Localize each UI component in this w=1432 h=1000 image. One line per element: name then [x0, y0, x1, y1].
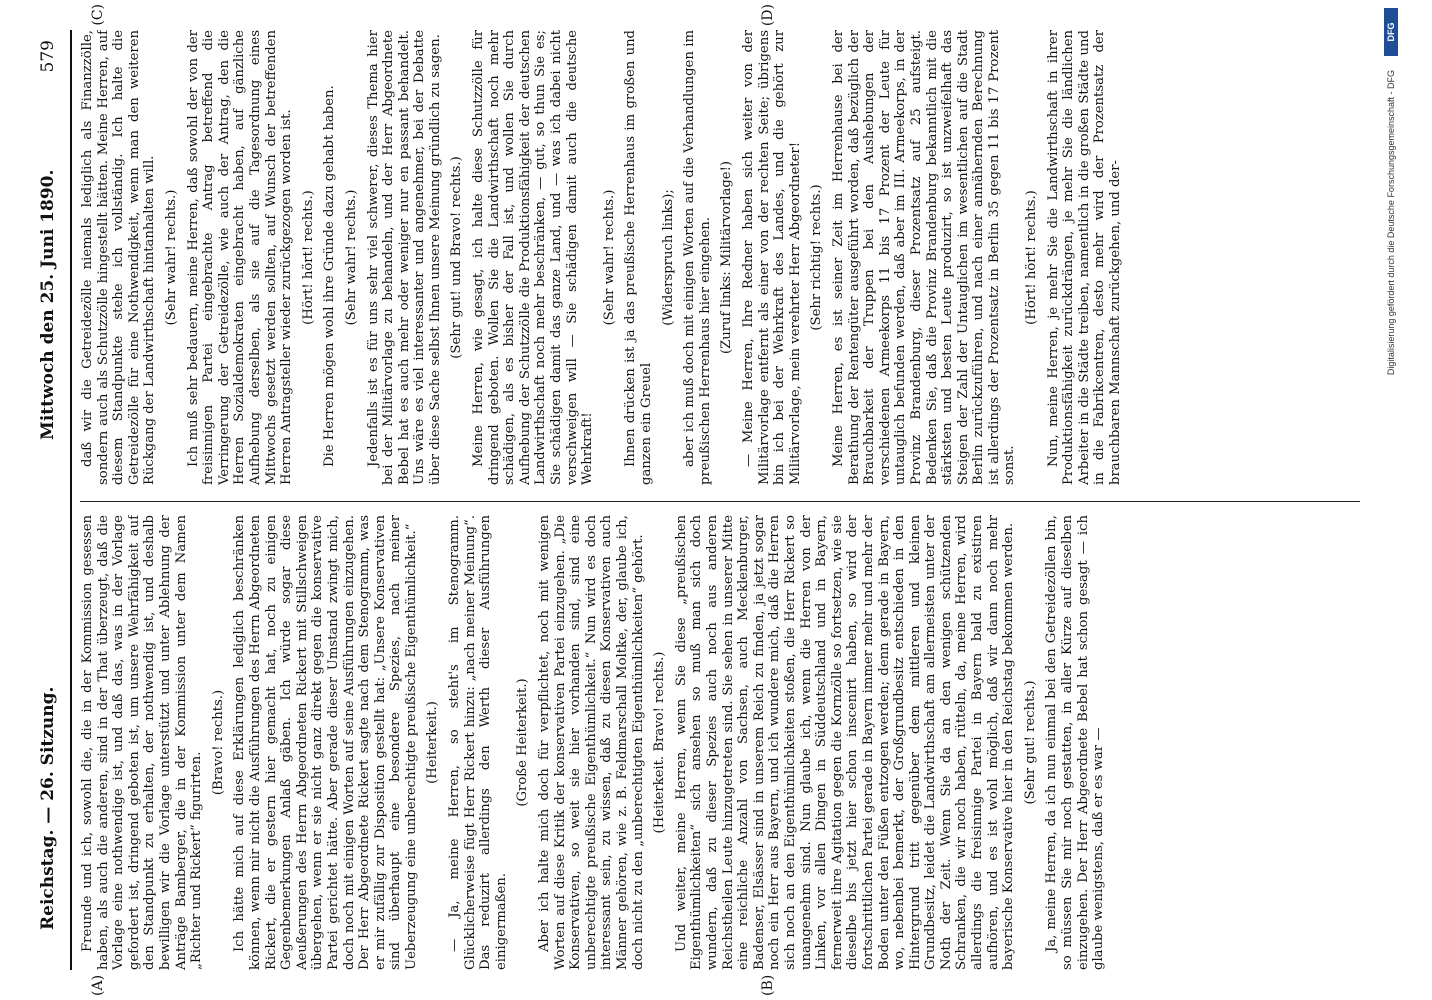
interjection: (Bravo! rechts.) [210, 689, 226, 796]
interjection: (Sehr richtig! rechts.) [809, 184, 825, 331]
interjection: (Widerspruch links); [660, 189, 676, 326]
paragraph: Ja, meine Herren, da ich nun einmal bei den Getreidezöllen bin, so müssen Sie mir noch gestatten, in aller Kürze auf dieselben einzugehen. Der Herr Abgeordnete Bebel hat schon gesagt — ich glaube wenigstens, daß er es war — [1044, 515, 1107, 970]
paragraph: Freunde und ich, sowohl die, die in der Kommission gesessen haben, als auch die anderen, sind in der That überzeugt, daß die Vorlage eine nothwendige ist, und daß das, was in der Vorlage gefordert ist, dringend geboten ist, um unsere Wehrfähigkeit auf den Standpunkt zu erhalten, der nothwendig ist, und deshalb bewilligen wir die Vorlage unterstützt und unter Ablehnung der Anträge Bamberger, die in der Kommission unter dem Namen „Richter und Rickert“ figurirten. [80, 515, 205, 970]
interjection: (Hört! hört! rechts.) [300, 190, 316, 325]
interjection: (Heiterkeit. Bravo! rechts.) [652, 651, 668, 834]
paragraph: Ich muß sehr bedauern, meine Herren, daß sowohl der von der freisinnigen Partei eingebrachte Antrag betreffend die Verringerung der Getreidezölle, wie auch der Antrag, den die Herren Sozialdemokraten eingebracht haben, auf gänzliche Aufhebung derselben, als sie auf die Tagesordnung eines Mittwochs gesetzt werden sollten, auf Wunsch der betreffenden Herren Antragsteller wieder zurückgezogen worden ist. [185, 30, 295, 485]
interjection: (Heiterkeit.) [425, 701, 441, 784]
paragraph: Meine Herren, es ist seiner Zeit im Herrenhause bei der Berathung der Rentengüter ausgeführt worden, daß bezüglich der Brauchbarkeit der Truppen bei den Aushebungen der verschiedenen Armeekorps 11 bis 17 Prozent der Leute für untauglich befunden werden, daß aber im III. Armeekorps, in der Provinz Brandenburg, dieser Prozentsatz auf 25 aufsteigt. Bedenken Sie, daß die Provinz Brandenburg bekanntlich mit die stärksten und besten Leute produzirt, so ist unzweifelhaft das Steigen der Zahl der Untauglichen im wesentlichen auf die Stadt Berlin zurückzuführen, und nach einer annähernden Berechnung ist allerdings der Prozentsatz in Berlin 35 gegen 11 bis 17 Prozent sonst. [830, 30, 1018, 485]
paragraph: Meine Herren, wie gesagt, ich halte diese Schutzzölle für dringend geboten. Wollen Sie die Landwirthschaft noch mehr schädigen, als es bisher der Fall ist, und wollen Sie durch Aufhebung der Schutzzölle die Produktionsfähigkeit der deutschen Landwirthschaft noch mehr beschränken, — gut, so thun Sie es; Sie schädigen damit das ganze Land, und — was ich dabei nicht verschweigen will — Sie schädigen damit auch die deutsche Wehrkraft! [471, 30, 596, 485]
page-number: 579 [38, 40, 58, 73]
digitization-note: Digitalisierung gefördert durch die Deutsche Forschungsgemeinschaft - DFG [1386, 70, 1396, 376]
interjection: (Hört! hört! rechts.) [1024, 190, 1040, 325]
paragraph: daß wir die Getreidezölle niemals lediglich als Finanzzölle, sondern auch als Schutzzölle hingestellt hätten. Meine Herren, auf diesem Standpunkte stehe ich vollständig. Ich halte die Getreidezölle für eine Nothwendigkeit, wenn man den weiteren Rückgang der Landwirthschaft hintanhalten will. [80, 30, 158, 485]
margin-marker-d: (D) [760, 4, 776, 27]
interjection: (Sehr gut! und Bravo! rechts.) [449, 156, 465, 359]
margin-marker-c: (C) [90, 4, 106, 26]
paragraph: Aber ich halte mich doch für verpflichtet, noch mit wenigen Worten auf diese Kritik der konservativen Partei einzugehen. „Die Konservativen, so weit sie hier vorhanden sind, sind eine unberechtigte preußische Eigenthümlichkeit.“ Nun wird es doch interessant sein, zu wissen, daß zu diesen Konservativen auch Männer gehören, wie z. B. Feldmarschall Moltke, der, glaube ich, doch nicht zu den „unberechtigten Eigenthümlichkeiten“ gehört. [537, 515, 646, 970]
paragraph: Die Herren mögen wohl ihre Gründe dazu gehabt haben. [322, 85, 338, 467]
paragraph: — Meine Herren, Ihre Redner haben sich weiter von der Militärvorlage entfernt als einer von der rechten Seite; übrigens bin ich bei der Wehrkraft des Landes, und die gehört zur Militärvorlage, mein verehrter Herr Abgeordneter! [740, 30, 803, 485]
left-column [80, 515, 1360, 970]
interjection: (Sehr wahr! rechts.) [601, 189, 617, 326]
paragraph: Nun, meine Herren, je mehr Sie die Landwirthschaft in ihrer Produktionsfähigkeit zurückdrängen, je mehr Sie die ländlichen Arbeiter in die Städte treiben, namentlich in die großen Städte und in die Fabrikcentren, desto mehr wird der Prozentsatz der brauchbaren Mannschaft zurückgehen, und der- [1045, 30, 1124, 485]
header-date: Mittwoch den 25. Juni 1890. [38, 169, 58, 440]
dfg-logo: DFG [1384, 8, 1398, 56]
paragraph: Ihnen drücken ist ja das preußische Herrenhaus im großen und ganzen ein Greuel [623, 30, 654, 485]
page-header [8, 30, 72, 970]
interjection: (Sehr gut! rechts.) [1022, 680, 1038, 805]
paragraph: — Ja, meine Herren, so steht's im Stenogramm. Glücklicherweise fügt Herr Rickert hinzu: „nach meiner Meinung“. Das reduzirt allerdings den Werth dieser Ausführungen einigermaßen. [447, 515, 509, 970]
interjection: (Große Heiterkeit.) [515, 678, 531, 807]
interjection: (Sehr wahr! rechts.) [163, 189, 179, 326]
paragraph: Und weiter, meine Herren, wenn Sie diese „preußischen Eigenthümlichkeiten“ sich ansehen so muß man sich doch wundern, daß zu dieser Spezies auch noch aus anderen Reichstheilen Leute hinzugetreten sind. Sie sehen in unserer Mitte eine reichliche Anzahl von Sachsen, auch Mecklenburger, Badenser, Elsässer sind in unserem Reich zu finden, ja jetzt sogar noch ein Herr aus Bayern, und ich wundere mich, daß die Herren sich noch an den Eigenthümlichkeiten stoßen, die Herr Rickert so unangenehm sind. Nun glaube ich, wenn die Herren von der Linken, vor allen Dingen in Süddeutschland und in Bayern, fernerweit ihre Agitation gegen die Kornzölle so fortsetzen, wie sie dieselbe bis jetzt hier schon inscenirt haben, so wird der fortschrittlichen Partei gerade in Bayern immer mehr und mehr der Boden unter den Füßen entzogen werden; denn gerade in Bayern, wo, nebenbei bemerkt, der Großgrundbesitz entschieden in den Hintergrund tritt gegenüber dem mittleren und kleinen Grundbesitz, leidet die Landwirthschaft am allermeisten unter der Noth der Zeit. Wenn Sie da an den wenigen schützenden Schranken, die wir noch haben, rütteln, da, meine Herren, wird allerdings die freisinnige Partei in Bayern bald zu existiren aufhören, und es ist wohl möglich, daß wir dann noch mehr bayerische Konservative hier in den Reichstag bekommen werden. [673, 515, 1017, 970]
paragraph: aber ich muß doch mit einigen Worten auf die Verhandlungen im preußischen Herrenhaus hier eingehen. [682, 30, 713, 485]
margin-marker-b: (B) [760, 974, 776, 996]
margin-marker-a: (A) [90, 974, 106, 996]
interjection: (Zuruf links: Militärvorlage!) [719, 160, 735, 355]
paragraph: Ich hätte mich auf diese Erklärungen lediglich beschränken können, wenn mir nicht die Ausführungen des Herrn Abgeordneten Rickert, die er gestern hier gemacht hat, noch zu einigen Gegenbemerkungen Anlaß gäben. Ich würde sogar diese Aeußerungen des Herrn Abgeordneten Rickert mit Stillschweigen übergehen, wenn er sie nicht ganz direkt gegen die konservative Partei gerichtet hätte. Aber gerade dieser Umstand zwingt mich, doch noch mit einigen Worten auf seine Ausführungen einzugehen. Der Herr Abgeordnete Rickert sagte nach dem Stenogramm, was er mir zufällig zur Disposition gestellt hat: „Unsere Konservativen sind überhaupt eine besondere Spezies, nach meiner Ueberzeugung eine unberechtigte preußische Eigenthümlichkeit.“ [232, 515, 419, 970]
right-column [80, 30, 1360, 485]
header-title: Reichstag. — 26. Sitzung. [38, 686, 58, 930]
interjection: (Sehr wahr! rechts.) [343, 189, 359, 326]
column-divider [80, 501, 1360, 502]
paragraph: Jedenfalls ist es für uns sehr viel schwerer, dieses Thema hier bei der Militärvorlage zu behandeln, und der Herr Abgeordnete Bebel hat es auch mehr oder weniger nur en passant behandelt. Uns wäre es viel interessanter und angenehmer, bei der Debatte über diese Sache selbst Ihnen unsere Meinung gründlich zu sagen. [365, 30, 443, 485]
